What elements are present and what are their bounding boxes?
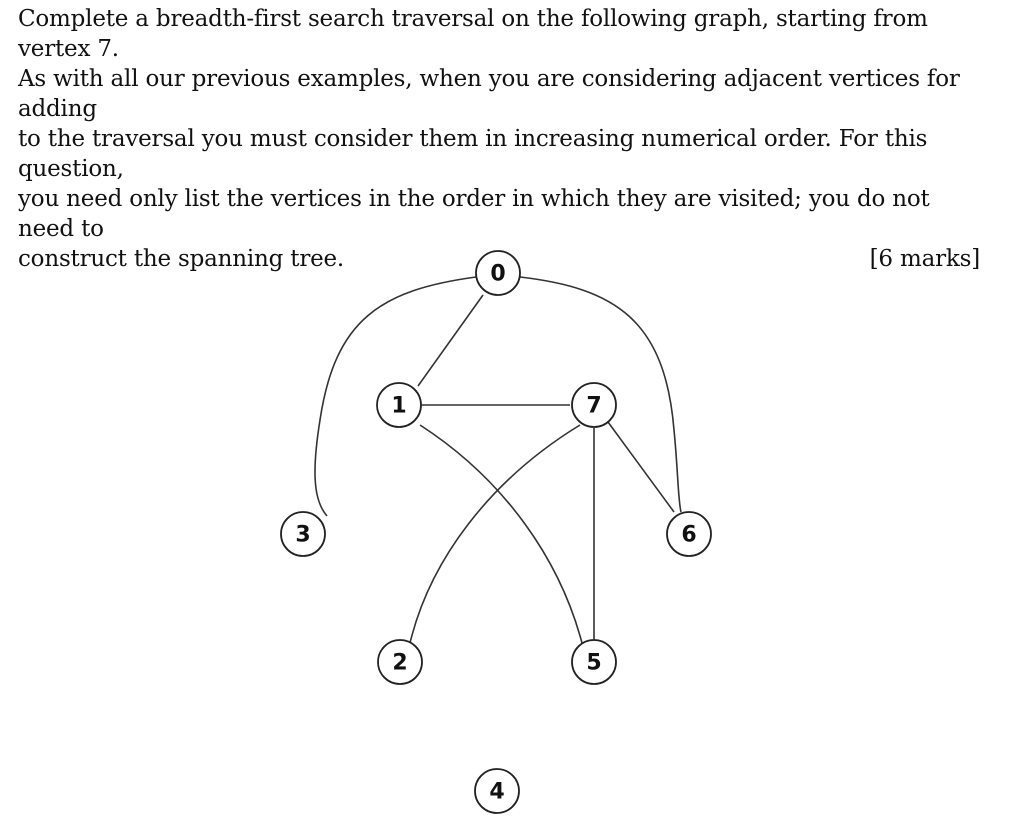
edge-0-1 [418, 295, 483, 386]
question-line-1: Complete a breadth-first search traversal on the following graph, starting from vertex 7. [18, 6, 928, 62]
vertex-6 [667, 512, 711, 556]
edge-7-6 [608, 422, 674, 512]
vertex-1 [377, 383, 421, 427]
vertex-0-label: 0 [490, 261, 506, 287]
vertex-0 [476, 251, 520, 295]
vertex-3 [281, 512, 325, 556]
vertex-1-label: 1 [391, 393, 407, 419]
vertex-4-label: 4 [489, 779, 505, 805]
edge-7-2 [410, 425, 580, 643]
edges [315, 277, 681, 643]
question-line-3: to the traversal you must consider them in increasing numerical order. For this question, [18, 126, 928, 182]
question-line-4: you need only list the vertices in the order in which they are visited; you do not need to [18, 186, 930, 242]
vertex-4 [475, 769, 519, 813]
vertex-7-label: 7 [586, 393, 602, 419]
vertex-6-label: 6 [681, 522, 697, 548]
vertex-7 [572, 383, 616, 427]
vertex-5 [572, 640, 616, 684]
edge-1-5 [420, 425, 582, 643]
question-last-line: construct the spanning tree. [18, 246, 345, 272]
vertex-2 [378, 640, 422, 684]
vertex-5-label: 5 [586, 650, 602, 676]
vertex-2-label: 2 [392, 650, 408, 676]
vertex-3-label: 3 [295, 522, 311, 548]
question-line-2: As with all our previous examples, when you are considering adjacent vertices for adding [18, 66, 960, 122]
marks-label: [6 marks] [869, 246, 980, 272]
